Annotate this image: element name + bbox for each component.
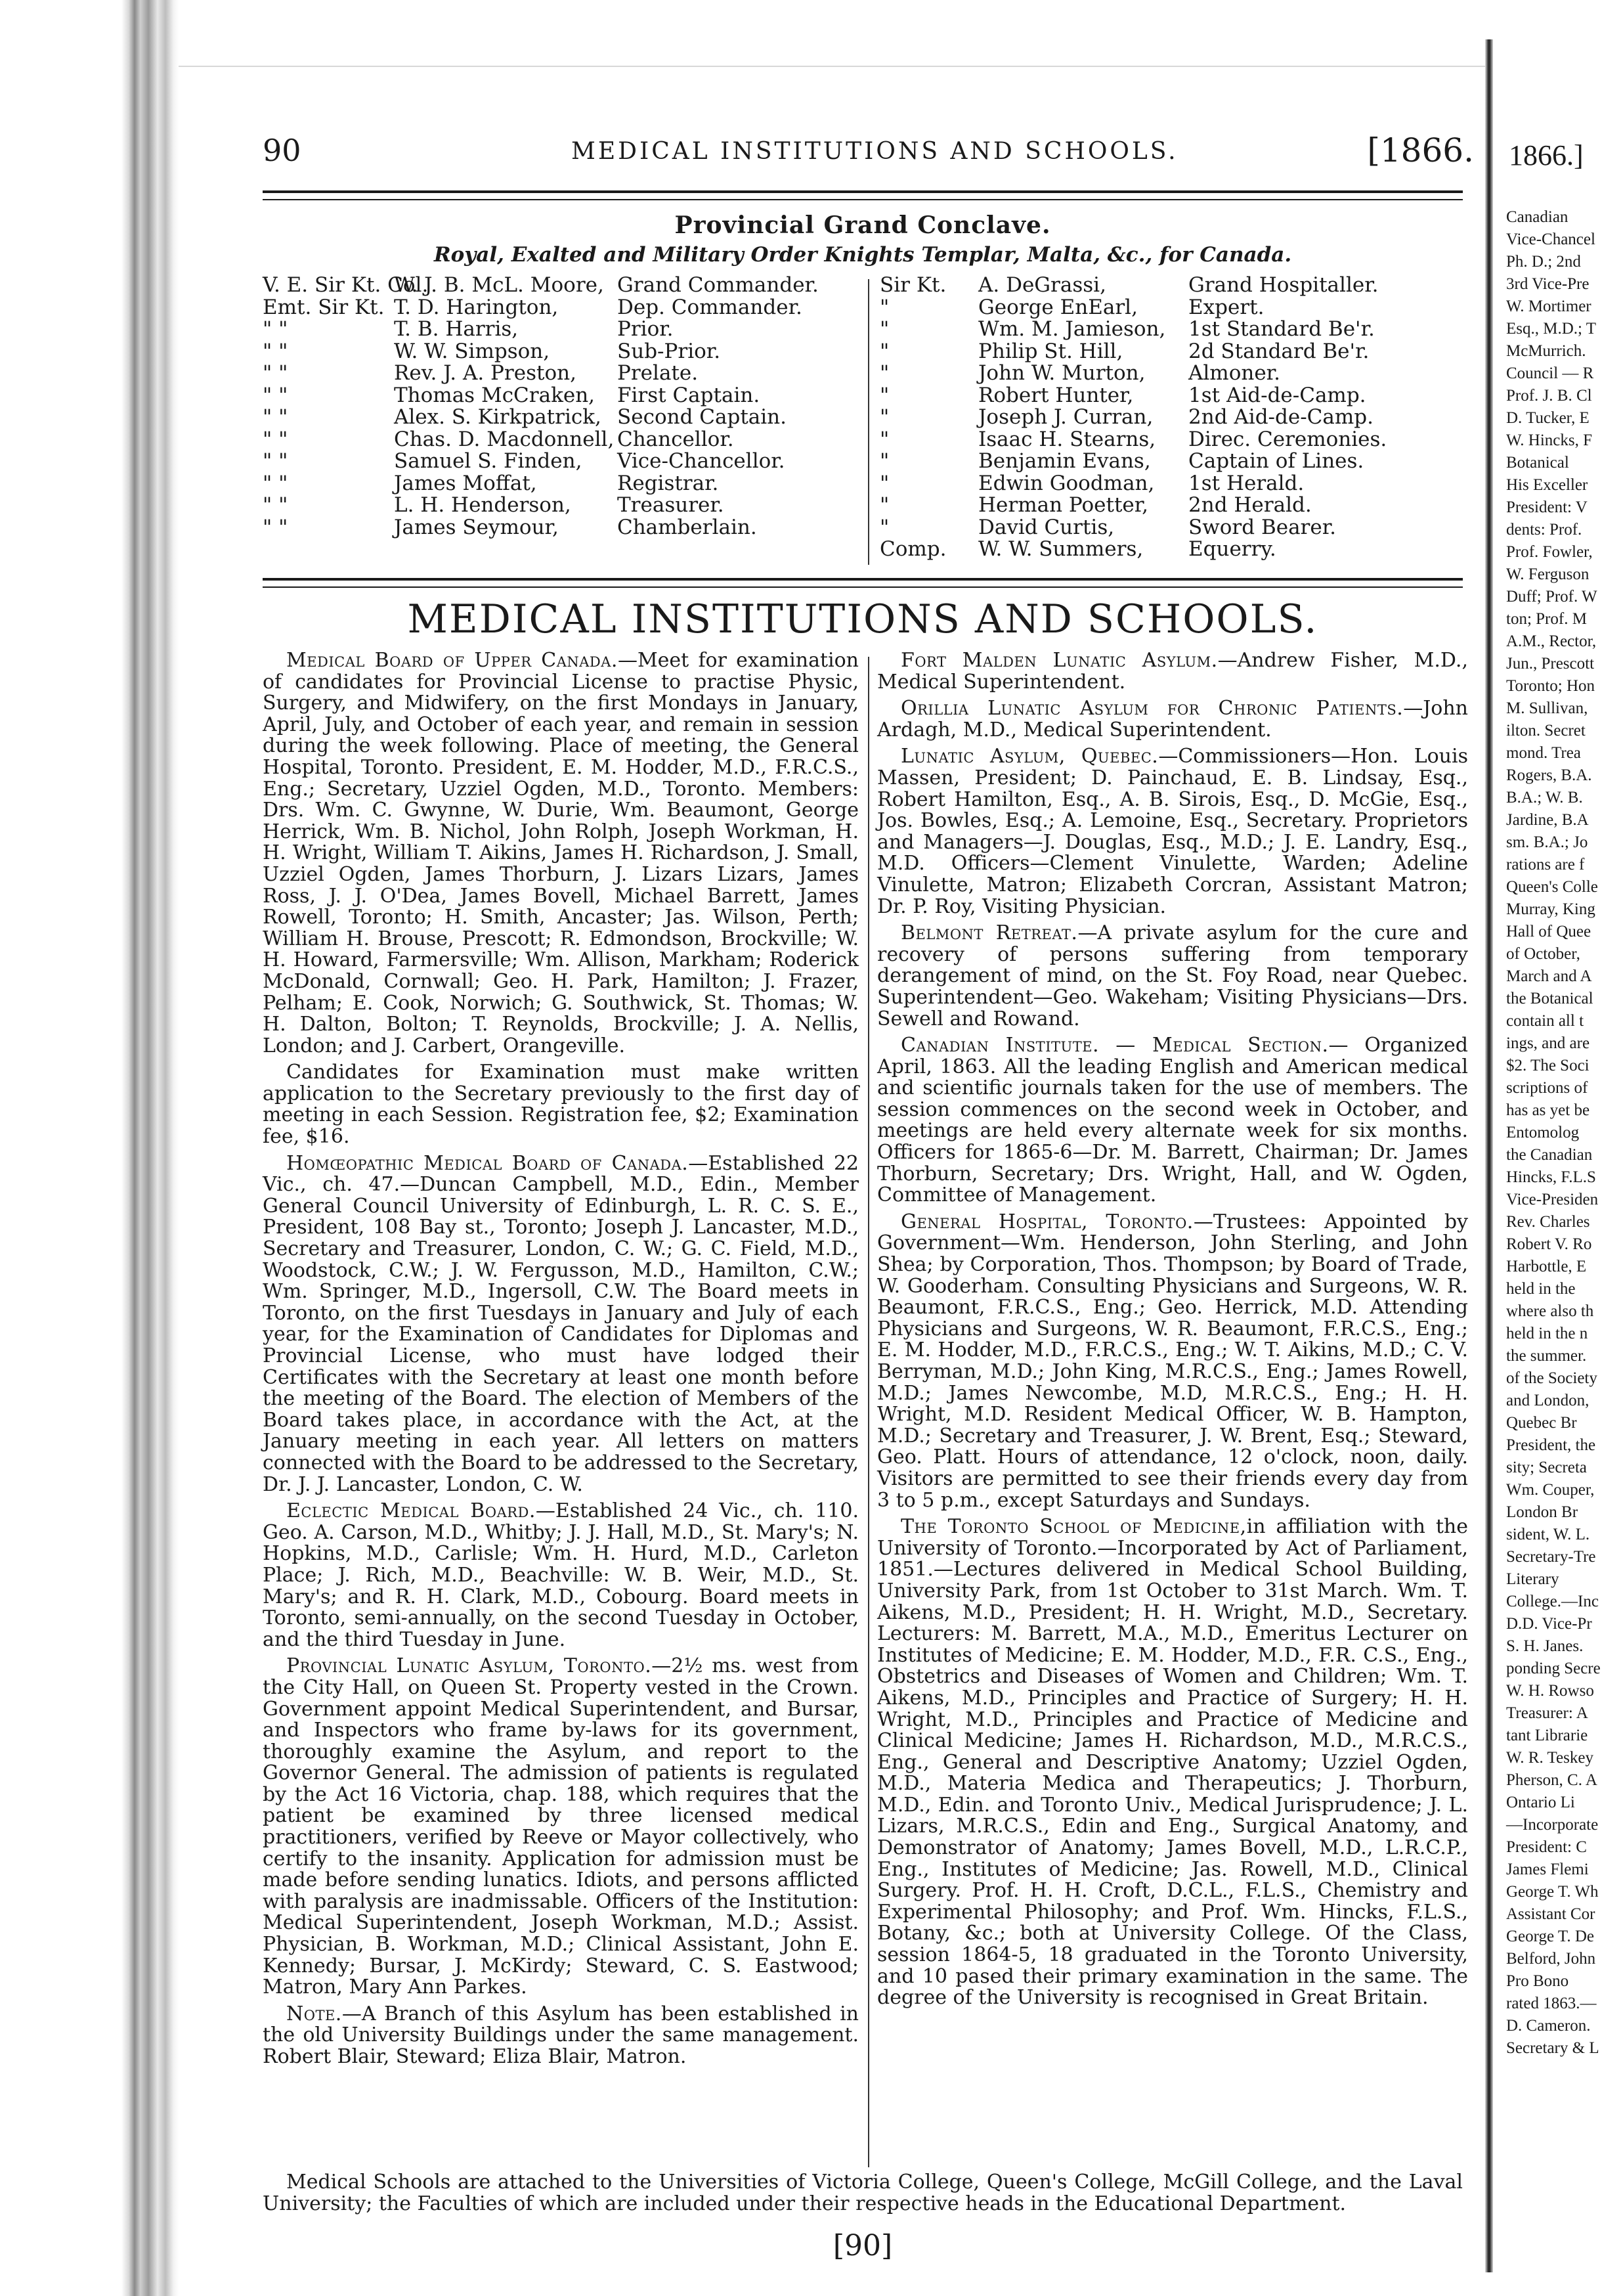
officer-row bbox=[263, 385, 860, 407]
next-page-line: Pro Bono bbox=[1506, 1972, 1569, 1990]
next-page-line: Esq., M.D.; T bbox=[1506, 320, 1597, 338]
conclave-right-officers bbox=[880, 275, 1464, 561]
officer-row bbox=[880, 275, 1464, 297]
entry-heading: Lunatic Asylum, Quebec. bbox=[901, 745, 1159, 768]
officer-rank: " " bbox=[263, 405, 288, 429]
conclave-column-divider bbox=[868, 279, 869, 565]
entry-text: —2½ ms. west from the City Hall, on Queen St. Property vested in the Crown. Government appoint Medical Superintendent, and Bursar, and Inspectors who frame by-laws for its government, thoroughly examine the Asylum, and report to the Governor General. The admission of patients is regulated by the Act 16 Victoria, chap. 188, which requires that the patient be examined by three licensed medical practitioners, verified by Reeve or Mayor collectively, who certify to the insanity. Application for admission must be made before sending lunatics. Idiots, and persons afflicted with paralysis are inadmissable. Officers of the Institution: Medical Superintendent, Joseph Workman, M.D.; Assist. Physician, B. Workman, M.D.; Clinical Assistant, John E. Kennedy; Bursar, J. McKirdy; Steward, C. S. Eastwood; Matron, Mary Ann Parkes. bbox=[263, 1654, 859, 1999]
officer-name: Edwin Goodman, bbox=[978, 471, 1155, 495]
entry-paragraph bbox=[263, 2004, 859, 2068]
next-page-line: W. R. Teskey bbox=[1506, 1749, 1593, 1767]
entry-paragraph bbox=[877, 1212, 1468, 1511]
officer-row bbox=[263, 407, 860, 429]
officer-name: David Curtis, bbox=[978, 515, 1115, 539]
officer-office: Prelate. bbox=[617, 361, 699, 385]
officer-name: Philip St. Hill, bbox=[978, 339, 1123, 363]
next-page-line: rations are f bbox=[1506, 856, 1585, 873]
officer-rank: V. E. Sir Kt. Col. bbox=[263, 273, 429, 297]
officer-rank: " " bbox=[263, 471, 288, 495]
officer-office: 2nd Aid-de-Camp. bbox=[1188, 405, 1374, 429]
next-page-line: sm. B.A.; Jo bbox=[1506, 833, 1588, 851]
next-page-line: A.M., Rector, bbox=[1506, 632, 1597, 650]
officer-name: James Moffat, bbox=[394, 471, 537, 495]
next-page-line: ings, and are bbox=[1506, 1034, 1590, 1052]
officer-name: George EnEarl, bbox=[978, 295, 1138, 319]
running-title: MEDICAL INSTITUTIONS AND SCHOOLS. bbox=[571, 138, 1179, 165]
officer-rank: " bbox=[880, 383, 890, 407]
officer-row bbox=[263, 297, 860, 319]
next-page-line: President: V bbox=[1506, 498, 1588, 516]
next-page-line: of October, bbox=[1506, 945, 1580, 963]
officer-rank: " bbox=[880, 405, 890, 429]
entry-heading: Orillia Lunatic Asylum for Chronic Patients. bbox=[901, 697, 1404, 720]
entry-text: —Commissioners—Hon. Louis Massen, President; D. Painchaud, E. B. Lindsay, Esq., Robert Hamilton, Esq., A. B. Sirois, Esq., D. McGie, Esq., Jos. Bowles, Esq.; A. Lemoine, Esq., Secretary. Proprietors and Managers—J. Douglas, Esq., M.D.; J. E. Landry, Esq., M.D. Officers—Clement Vinulette, Warden; Adeline Vinulette, Matron; Elizabeth Corcran, Assistant Matron; Dr. P. Roy, Visiting Physician. bbox=[877, 745, 1468, 918]
entry-heading: General Hospital, Toronto. bbox=[901, 1210, 1194, 1233]
officer-name: James Seymour, bbox=[394, 515, 559, 539]
officer-office: Grand Commander. bbox=[617, 273, 819, 297]
next-page-line: Wm. Couper, bbox=[1506, 1481, 1595, 1499]
entry-paragraph bbox=[263, 1153, 859, 1496]
officer-office: Direc. Ceremonies. bbox=[1188, 427, 1387, 451]
entry-heading: Homœopathic Medical Board of Canada. bbox=[286, 1151, 689, 1175]
officer-office: Registrar. bbox=[617, 471, 719, 495]
entry-paragraph bbox=[877, 923, 1468, 1030]
officer-rank: Sir Kt. bbox=[880, 273, 947, 297]
next-page-line: Rev. Charles bbox=[1506, 1213, 1590, 1231]
next-page-line: W. Hincks, F bbox=[1506, 431, 1593, 449]
officer-name: Rev. J. A. Preston, bbox=[394, 361, 576, 385]
entry-text: —John Ardagh, M.D., Medical Superintendent. bbox=[877, 697, 1468, 741]
entry-paragraph bbox=[877, 746, 1468, 917]
next-page-sliver bbox=[1493, 66, 1623, 2233]
book-gutter bbox=[0, 0, 179, 2296]
entry-heading: Belmont Retreat. bbox=[901, 921, 1078, 945]
entry-paragraph bbox=[877, 1516, 1468, 2009]
officer-office: Grand Hospitaller. bbox=[1188, 273, 1379, 297]
next-page-line: W. Mortimer bbox=[1506, 298, 1591, 315]
officer-row bbox=[263, 429, 860, 451]
officer-rank: " bbox=[880, 361, 890, 385]
next-page-line: President, the bbox=[1506, 1436, 1596, 1454]
next-page-line: Jardine, B.A bbox=[1506, 811, 1589, 829]
officer-name: Benjamin Evans, bbox=[978, 449, 1151, 473]
next-page-line: Vice-Presiden bbox=[1506, 1191, 1599, 1208]
next-page-line: W. Ferguson bbox=[1506, 565, 1590, 583]
officer-name: Chas. D. Macdonnell, bbox=[394, 427, 615, 451]
officer-name: T. D. Harington, bbox=[394, 295, 559, 319]
entry-heading: Provincial Lunatic Asylum, Toronto. bbox=[286, 1654, 652, 1678]
officer-name: John W. Murton, bbox=[978, 361, 1146, 385]
next-page-line: D. Tucker, E bbox=[1506, 409, 1590, 427]
officer-row bbox=[880, 319, 1464, 341]
next-page-line: Rogers, B.A. bbox=[1506, 766, 1592, 784]
officer-row bbox=[263, 473, 860, 495]
next-page-line: Botanical bbox=[1506, 454, 1569, 472]
officer-office: 1st Aid-de-Camp. bbox=[1188, 383, 1366, 407]
entry-paragraph bbox=[263, 650, 859, 1057]
next-page-line: of the Society bbox=[1506, 1369, 1597, 1387]
next-page-line: —Incorporate bbox=[1506, 1816, 1599, 1834]
officer-office: Vice-Chancellor. bbox=[617, 449, 785, 473]
officer-row bbox=[880, 385, 1464, 407]
next-page-line: M. Sullivan, bbox=[1506, 699, 1588, 717]
conclave-title: Provincial Grand Conclave. bbox=[674, 211, 1051, 239]
officer-row bbox=[880, 363, 1464, 385]
next-page-line: George T. Wh bbox=[1506, 1883, 1599, 1901]
officer-row bbox=[263, 275, 860, 297]
next-page-line: Secretary-Tre bbox=[1506, 1548, 1596, 1566]
officer-rank: Emt. Sir Kt. bbox=[263, 295, 385, 319]
right-column bbox=[877, 650, 1468, 2014]
officer-office: Treasurer. bbox=[617, 493, 724, 517]
next-page-line: Secretary & L bbox=[1506, 2039, 1599, 2057]
conclave-left-officers bbox=[263, 275, 860, 539]
officer-office: Sub-Prior. bbox=[617, 339, 721, 363]
next-page-line: scriptions of bbox=[1506, 1079, 1588, 1097]
conclave-bottom-rule bbox=[263, 578, 1463, 588]
entry-text: —A Branch of this Asylum has been established in the old University Buildings under the same management. Robert Blair, Steward; Eliza Blair, Matron. bbox=[263, 2002, 859, 2068]
officer-row bbox=[880, 495, 1464, 517]
next-page-line: Duff; Prof. W bbox=[1506, 588, 1597, 606]
officer-name: A. DeGrassi, bbox=[978, 273, 1106, 297]
officer-rank: " bbox=[880, 449, 890, 473]
next-page-line: March and A bbox=[1506, 967, 1592, 985]
next-page-line: held in the n bbox=[1506, 1325, 1588, 1342]
officer-office: Chancellor. bbox=[617, 427, 734, 451]
entry-heading: Eclectic Medical Board. bbox=[286, 1499, 536, 1523]
next-page-line: tant Librarie bbox=[1506, 1727, 1588, 1744]
footnote: Medical Schools are attached to the Universities of Victoria College, Queen's College, McGill College, and the Laval University; the Faculties of which are included under their respective heads in the Educational Department. bbox=[263, 2171, 1463, 2215]
entry-heading: The Toronto School of Medicine, bbox=[901, 1515, 1247, 1539]
next-page-line: $2. The Soci bbox=[1506, 1057, 1590, 1074]
officer-office: 1st Herald. bbox=[1188, 471, 1305, 495]
officer-rank: " bbox=[880, 295, 890, 319]
officer-name: W. W. Simpson, bbox=[394, 339, 550, 363]
officer-name: L. H. Henderson, bbox=[394, 493, 571, 517]
next-page-line: Queen's Colle bbox=[1506, 878, 1598, 896]
next-page-line: Ph. D.; 2nd bbox=[1506, 253, 1581, 271]
next-page-line: His Exceller bbox=[1506, 476, 1588, 494]
officer-row bbox=[263, 363, 860, 385]
officer-rank: " " bbox=[263, 383, 288, 407]
next-page-line: rated 1863.— bbox=[1506, 1995, 1597, 2012]
officer-name: Herman Poetter, bbox=[978, 493, 1149, 517]
officer-name: W. W. Summers, bbox=[978, 537, 1144, 561]
next-page-line: ilton. Secret bbox=[1506, 722, 1586, 740]
officer-row bbox=[263, 341, 860, 363]
entry-text: —Trustees: Appointed by Government—Wm. Henderson, John Sterling, and John Shea; by Corporation, Thos. Thompson; by Board of Trade, W. Gooderham. Consulting Physicians and Surgeons, W. R. Beaumont, F.R.C.S., Eng.; Geo. Herrick, M.D. Attending Physicians and Surgeons, W. R. Beaumont, F.R.C.S., Eng.; E. M. Hodder, M.D., F.R.C.S., Eng.; W. T. Aikins, M.D.; C. V. Berryman, M.D.; John King, M.R.C.S., Eng.; James Rowell, M.D.; James Newcombe, M.D, M.R.C.S., Eng.; H. H. Wright, M.D. Resident Medical Officer, W. B. Hampton, M.D.; Secretary and Treasurer, J. W. Brent, Esq.; Steward, Geo. Platt. Hours of attendance, 12 o'clock, noon, daily. Visitors are permitted to see their friends every day from 3 to 5 p.m., except Saturdays and Sundays. bbox=[877, 1210, 1468, 1512]
next-page-line: contain all t bbox=[1506, 1012, 1584, 1030]
officer-office: 2d Standard Be'r. bbox=[1188, 339, 1370, 363]
officer-rank: " " bbox=[263, 361, 288, 385]
next-page-line: London Br bbox=[1506, 1503, 1578, 1521]
officer-rank: " bbox=[880, 471, 890, 495]
page-number: 90 bbox=[263, 133, 301, 168]
officer-office: Prior. bbox=[617, 317, 674, 341]
entry-text: — Organized April, 1863. All the leading English and American medical and scientific journals taken for the use of members. The session commences on the second week in October, and meetings are held every alternate week for six months. Officers for 1865-6—Dr. M. Barrett, Chairman; Dr. James Thorburn, Secretary; Drs. Wright, Hall, and W. Ogden, Committee of Management. bbox=[877, 1034, 1468, 1207]
entry-text: Candidates for Examination must make written application to the Secretary previously to the first day of meeting in each Session. Registration fee, $2; Examination fee, $16. bbox=[263, 1061, 859, 1149]
officer-row bbox=[263, 451, 860, 473]
next-page-year: 1866.] bbox=[1509, 139, 1584, 171]
officer-rank: " " bbox=[263, 493, 288, 517]
entry-text: —A private asylum for the cure and recovery of persons suffering from temporary derangement of mind, on the St. Foy Road, near Quebec. Superintendent—Geo. Wakeham; Visiting Physicians—Drs. Sewell and Rowand. bbox=[877, 921, 1468, 1030]
body-column-divider bbox=[868, 657, 869, 2167]
next-page-line: Literary bbox=[1506, 1570, 1559, 1588]
next-page-line: Hincks, F.L.S bbox=[1506, 1168, 1596, 1186]
next-page-line: President: C bbox=[1506, 1838, 1587, 1856]
next-page-line: Ontario Li bbox=[1506, 1794, 1575, 1811]
officer-office: First Captain. bbox=[617, 383, 760, 407]
next-page-line: Prof. Fowler, bbox=[1506, 543, 1593, 561]
officer-rank: " " bbox=[263, 339, 288, 363]
officer-rank: " " bbox=[263, 449, 288, 473]
next-page-line: and London, bbox=[1506, 1392, 1590, 1409]
officer-office: Dep. Commander. bbox=[617, 295, 802, 319]
officer-rank: " bbox=[880, 317, 890, 341]
next-page-line: Canadian bbox=[1506, 208, 1569, 226]
entry-heading: Canadian Institute. — Medical Section. bbox=[901, 1034, 1329, 1057]
next-page-line: ponding Secre bbox=[1506, 1660, 1601, 1677]
entry-paragraph bbox=[877, 650, 1468, 693]
officer-office: Expert. bbox=[1188, 295, 1265, 319]
officer-office: Almoner. bbox=[1188, 361, 1280, 385]
next-page-line: W. H. Rowso bbox=[1506, 1682, 1594, 1700]
entry-heading: Fort Malden Lunatic Asylum. bbox=[901, 649, 1218, 672]
next-page-line: Belford, John bbox=[1506, 1950, 1596, 1968]
next-page-line: George T. De bbox=[1506, 1928, 1594, 1945]
officer-name: Robert Hunter, bbox=[978, 383, 1134, 407]
officer-rank: " bbox=[880, 493, 890, 517]
next-page-line: James Flemi bbox=[1506, 1861, 1589, 1878]
next-page-line: D.D. Vice-Pr bbox=[1506, 1615, 1592, 1633]
officer-office: Equerry. bbox=[1188, 537, 1276, 561]
next-page-lines bbox=[1493, 206, 1623, 2060]
next-page-line: Council — R bbox=[1506, 364, 1594, 382]
officer-name: W. J. B. McL. Moore, bbox=[394, 273, 604, 297]
next-page-line: Murray, King bbox=[1506, 900, 1595, 918]
next-page-line: the summer. bbox=[1506, 1347, 1587, 1365]
next-page-line: ton; Prof. M bbox=[1506, 610, 1587, 628]
officer-office: 2nd Herald. bbox=[1188, 493, 1312, 517]
next-page-line: D. Cameron. bbox=[1506, 2017, 1591, 2035]
officer-rank: " bbox=[880, 515, 890, 539]
next-page-line: Vice-Chancel bbox=[1506, 231, 1595, 248]
officer-row bbox=[263, 495, 860, 517]
entry-text: —Andrew Fisher, M.D., Medical Superintendent. bbox=[877, 649, 1468, 694]
next-page-line: Toronto; Hon bbox=[1506, 677, 1595, 695]
officer-row bbox=[263, 319, 860, 341]
next-page-line: sident, W. L. bbox=[1506, 1526, 1590, 1543]
entry-paragraph bbox=[877, 698, 1468, 741]
next-page-line: Hall of Quee bbox=[1506, 923, 1591, 940]
next-page-line: Harbottle, E bbox=[1506, 1258, 1587, 1275]
entry-paragraph bbox=[263, 1062, 859, 1147]
officer-name: Wm. M. Jamieson, bbox=[978, 317, 1166, 341]
officer-row bbox=[880, 473, 1464, 495]
next-page-line: dents: Prof. bbox=[1506, 521, 1582, 539]
next-page-line: where also th bbox=[1506, 1302, 1594, 1320]
entry-text: —Meet for examination of candidates for Provincial License to practise Physic, Surgery, and Midwifery, on the first Mondays in January, April, July, and October of each year, and remain in session during the week following. Place of meeting, the General Hospital, Toronto. President, E. M. Hodder, M.D., F.R.C.S., Eng.; Secretary, Uzziel Ogden, M.D., Toronto. Members: Drs. Wm. C. Gwynne, W. Durie, Wm. Beaumont, George Herrick, Wm. B. Nichol, John Rolph, Joseph Workman, H. H. Wright, William T. Aikins, James H. Richardson, J. Small, Uzziel Ogden, James Thorburn, J. Lizars Lizars, James Ross, J. J. O'Dea, James Bovell, Michael Barrett, James Rowell, Toronto; H. Smith, Ancaster; Jas. Wilson, Perth; William H. Brouse, Prescott; R. Edmondson, Brockville; W. H. Howard, Farmersville; Wm. Allison, Markham; Roderick McDonald, Cornwall; Geo. H. Park, Hamilton; J. Frazer, Pelham; E. Cook, Norwich; G. Southwick, St. Thomas; W. H. Dalton, Bolton; T. Reynolds, Brockville; J. A. Nellis, London; and J. Carbert, Orangeville. bbox=[263, 649, 859, 1057]
officer-row bbox=[880, 539, 1464, 561]
next-page-line: S. H. Janes. bbox=[1506, 1637, 1584, 1655]
officer-rank: " bbox=[880, 427, 890, 451]
left-column bbox=[263, 650, 859, 2073]
officer-row bbox=[263, 517, 860, 539]
next-page-line: College.—Inc bbox=[1506, 1593, 1599, 1610]
entry-text: —Established 22 Vic., ch. 47.—Duncan Campbell, M.D., Edin., Member General Council University of Edinburgh, L. R. C. S. E., President, 108 Bay st., Toronto; Joseph J. Lancaster, M.D., Secretary and Treasurer, London, C. W.; G. C. Field, M.D., Woodstock, C.W.; J. W. Fergusson, M.D., Hamilton, C.W.; Wm. Springer, M.D., Ingersoll, C.W. The Board meets in Toronto, on the first Tuesdays in January and July of each year, for the Examination of Candidates for Diplomas and Provincial License, who must have lodged their Certificates with the Secretary at least one month before the meeting of the Board. The election of Members of the Board takes place, in accordance with the Act, at the January meeting in each year. All letters on matters connected with the Board to be addressed to the Secretary, Dr. J. J. Lancaster, London, C. W. bbox=[263, 1151, 859, 1496]
entry-text: —Established 24 Vic., ch. 110. Geo. A. Carson, M.D., Whitby; J. J. Hall, M.D., St. Mary's; N. Hopkins, M.D., Carlisle; Wm. H. Hurd, M.D., Carleton Place; J. Rich, M.D., Beachville: W. B. Weir, M.D., St. Mary's; and R. H. Clark, M.D., Cobourg. Board meets in Toronto, semi-annually, on the second Tuesday in October, and the third Tuesday in June. bbox=[263, 1499, 859, 1651]
officer-office: Sword Bearer. bbox=[1188, 515, 1336, 539]
officer-rank: " bbox=[880, 339, 890, 363]
header-rule bbox=[263, 190, 1463, 200]
officer-name: Joseph J. Curran, bbox=[978, 405, 1154, 429]
next-page-line: Pherson, C. A bbox=[1506, 1771, 1597, 1789]
next-page-line: Jun., Prescott bbox=[1506, 655, 1595, 673]
entry-paragraph bbox=[877, 1035, 1468, 1206]
next-page-line: mond. Trea bbox=[1506, 744, 1581, 762]
next-page-line: has as yet be bbox=[1506, 1101, 1590, 1119]
officer-row bbox=[880, 517, 1464, 539]
next-page-line: 3rd Vice-Pre bbox=[1506, 275, 1590, 293]
officer-name: T. B. Harris, bbox=[394, 317, 519, 341]
footer-page-number: [90] bbox=[833, 2229, 893, 2263]
next-page-line: Treasurer: A bbox=[1506, 1704, 1588, 1722]
main-title: MEDICAL INSTITUTIONS AND SCHOOLS. bbox=[407, 596, 1318, 642]
next-page-line: Robert V. Ro bbox=[1506, 1235, 1592, 1253]
officer-row bbox=[880, 429, 1464, 451]
next-page-line: B.A.; W. B. bbox=[1506, 789, 1583, 806]
next-page-line: sity; Secreta bbox=[1506, 1459, 1587, 1476]
officer-row bbox=[880, 297, 1464, 319]
next-page-line: Assistant Cor bbox=[1506, 1905, 1595, 1923]
entry-heading: Note. bbox=[286, 2002, 342, 2025]
running-head bbox=[263, 131, 1474, 184]
officer-office: Captain of Lines. bbox=[1188, 449, 1364, 473]
officer-name: Thomas McCraken, bbox=[394, 383, 595, 407]
officer-name: Alex. S. Kirkpatrick, bbox=[394, 405, 601, 429]
officer-office: Chamberlain. bbox=[617, 515, 757, 539]
next-page-line: McMurrich. bbox=[1506, 342, 1586, 360]
next-page-line: Quebec Br bbox=[1506, 1414, 1577, 1432]
officer-office: Second Captain. bbox=[617, 405, 787, 429]
next-page-line: Entomolog bbox=[1506, 1124, 1580, 1141]
officer-rank: " " bbox=[263, 427, 288, 451]
next-page-line: the Canadian bbox=[1506, 1146, 1593, 1164]
running-year: [1866. bbox=[1367, 131, 1474, 169]
entry-paragraph bbox=[263, 1656, 859, 1998]
officer-name: Isaac H. Stearns, bbox=[978, 427, 1156, 451]
officer-row bbox=[880, 407, 1464, 429]
next-page-line: the Botanical bbox=[1506, 990, 1593, 1007]
page-fold-shadow bbox=[1485, 39, 1493, 2272]
officer-rank: " " bbox=[263, 515, 288, 539]
next-page-line: Prof. J. B. Cl bbox=[1506, 387, 1592, 405]
entry-text: in affiliation with the University of Toronto.—Incorporated by Act of Parliament, 1851.—Lectures delivered in Medical School Building, University Park, from 1st October to 31st March. Wm. T. Aikens, M.D., President; H. H. Wright, M.D., Secretary. Lecturers: M. Barrett, M.A., M.D., Emeritus Lecturer on Institutes of Medicine; E. M. Hodder, M.D., F.R. C.S., Eng., Obstetrics and Diseases of Women and Children; Wm. T. Aikens, M.D., Principles and Practice of Surgery; H. H. Wright, M.D., Principles and Practice of Medicine and Clinical Medicine; James H. Richardson, M.D., M.R.C.S., Eng., General and Descriptive Anatomy; Uzziel Ogden, M.D., Materia Medica and Therapeutics; J. Thorburn, M.D., Edin. and Toronto Univ., Medical Jurisprudence; J. L. Lizars, M.R.C.S., Edin and Eng., Surgical Anatomy, and Demonstrator of Anatomy; James Bovell, M.D., L.R.C.P., Eng., Institutes of Medicine; Jas. Rowell, M.D., Clinical Surgery. Prof. H. H. Croft, D.C.L., F.L.S., Chemistry and Experimental Philosophy; and Prof. Wm. Hincks, F.L.S., Botany, &c.; both at University College. Of the Class, session 1864-5, 18 graduated in the Toronto University, and 10 pased their primary examination in the same. The degree of the University is recognised in Great Britain. bbox=[877, 1515, 1468, 2010]
conclave-subtitle: Royal, Exalted and Military Order Knights Templar, Malta, &c., for Canada. bbox=[433, 243, 1292, 267]
officer-rank: " " bbox=[263, 317, 288, 341]
entry-heading: Medical Board of Upper Canada. bbox=[286, 649, 618, 672]
officer-name: Samuel S. Finden, bbox=[394, 449, 582, 473]
officer-office: 1st Standard Be'r. bbox=[1188, 317, 1375, 341]
entry-paragraph bbox=[263, 1501, 859, 1650]
officer-rank: Comp. bbox=[880, 537, 947, 561]
officer-row bbox=[880, 341, 1464, 363]
officer-row bbox=[880, 451, 1464, 473]
next-page-line: held in the bbox=[1506, 1280, 1576, 1298]
